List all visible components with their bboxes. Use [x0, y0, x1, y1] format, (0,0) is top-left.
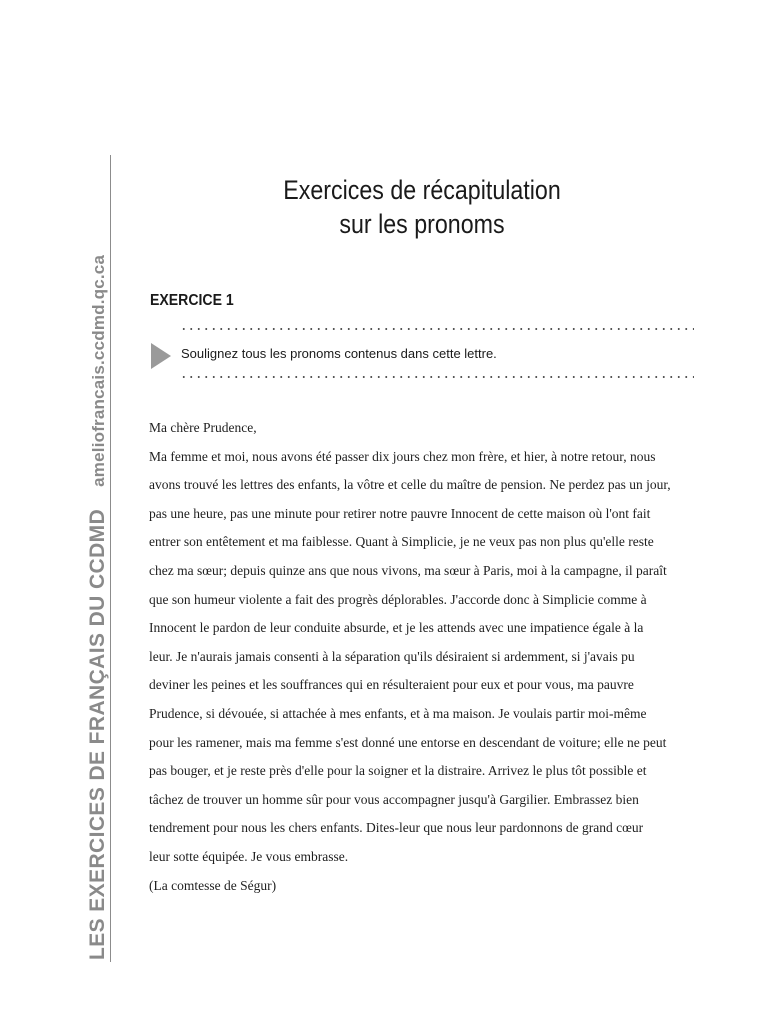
exercise-label: EXERCICE 1 [150, 292, 234, 309]
letter-line: Prudence, si dévouée, si attachée à mes enfants, et à ma maison. Je voulais partir moi-même [149, 705, 647, 721]
letter-line: entrer son entêtement et ma faiblesse. Quant à Simplicie, je ne veux pas non plus qu'elle reste [149, 534, 654, 550]
collection-name: LES EXERCICES DE FRANÇAIS DU CCDMD [86, 508, 109, 960]
letter-line: leur sotte équipée. Je vous embrasse. [149, 848, 349, 864]
letter-greeting: Ma chère Prudence, [149, 420, 257, 435]
letter-line: leur. Je n'aurais jamais consenti à la séparation qu'ils désiraient si ardemment, si j'avais pu [149, 648, 635, 664]
play-arrow-icon [151, 343, 171, 369]
letter-line: Innocent le pardon de leur conduite absurde, et je les attends avec une impatience égale à la [149, 620, 644, 636]
letter-line: deviner les peines et les souffrances qui en résulteraient pour eux et pour vous, ma pauvre [149, 677, 634, 693]
letter-signature: (La comtesse de Ségur) [149, 877, 277, 893]
letter-line: que son humeur violente a fait des progrès déplorables. J'accorde donc à Simplicie comme à [149, 591, 647, 607]
letter-line: pas bouger, et je reste près d'elle pour la soigner et la distraire. Arrivez le plus tôt possible et [149, 763, 647, 779]
letter-line: Ma femme et moi, nous avons été passer dix jours chez mon frère, et hier, à notre retour, nous [149, 448, 656, 464]
letter-line: tâchez de trouver un homme sûr pour vous accompagner jusqu'à Gargilier. Embrassez bien [149, 791, 639, 807]
letter-line: tendrement pour nous les chers enfants. Dites-leur que nous leur pardonnons de grand cœur [149, 820, 644, 836]
exercise-instruction: Soulignez tous les pronoms contenus dans cette lettre. [181, 346, 497, 361]
letter-line: avons trouvé les lettres des enfants, la vôtre et celle du maître de pension. Ne perdez pas un jour, [149, 477, 671, 493]
title-line-2: sur les pronoms [339, 209, 505, 239]
letter-line: pas une heure, pas une minute pour retirer notre pauvre Innocent de cette maison où l'ont fait [149, 505, 651, 521]
website-url[interactable]: ameliofrancais.ccdmd.qc.ca [89, 254, 108, 487]
sidebar-rule [110, 155, 111, 962]
sidebar-branding [86, 255, 110, 960]
dotted-divider-bottom [180, 376, 694, 378]
page-title [188, 173, 656, 241]
letter-body [149, 414, 694, 900]
letter-line: pour les ramener, mais ma femme s'est donné une entorse en descendant de voiture; elle ne peut [149, 734, 667, 750]
letter-line: chez ma sœur; depuis quinze ans que nous vivons, ma sœur à Paris, moi à la campagne, il paraît [149, 562, 667, 578]
dotted-divider-top [180, 328, 694, 330]
title-line-1: Exercices de récapitulation [283, 175, 561, 205]
